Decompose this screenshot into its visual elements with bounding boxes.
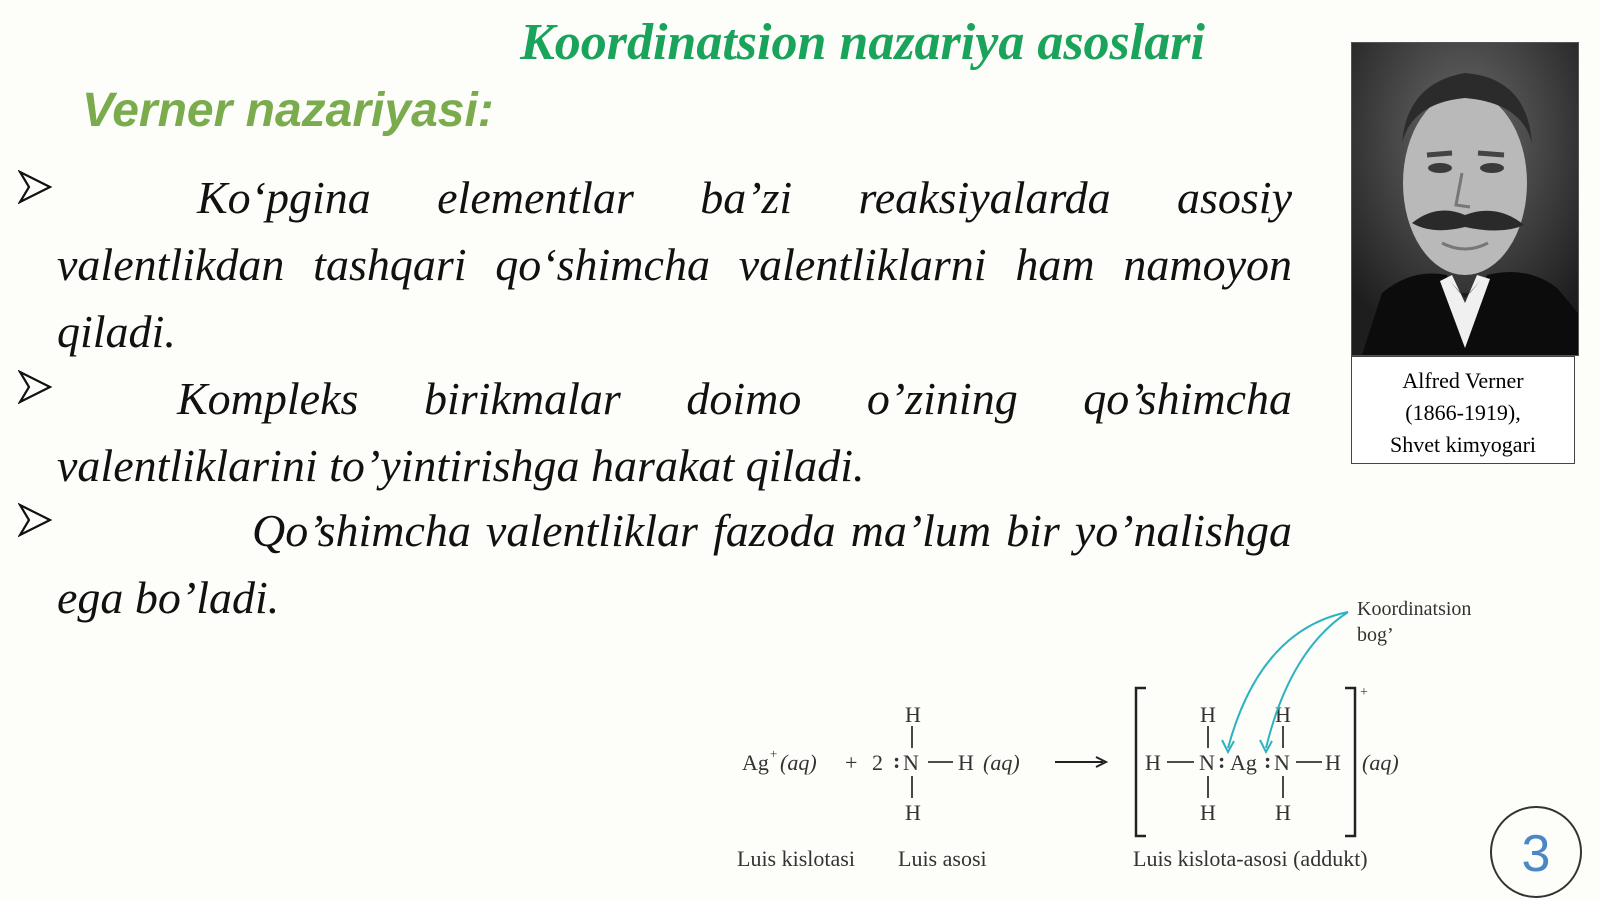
caption-name: Alfred Verner [1402,368,1524,393]
product-lone-pair-left: : [1218,748,1226,773]
bullet-text-3: Qo’shimcha valentliklar fazoda ma’lum bir yo’nalishga ega bo’ladi. [57,505,1292,623]
product-state: (aq) [1362,750,1399,775]
product-h-top-left: H [1200,702,1216,727]
plus-sign: + [845,750,858,775]
product-h-bottom-left: H [1200,800,1216,825]
reactant-ag: Ag [742,750,769,775]
annotation-arrow [1228,612,1348,748]
label-lewis-acid: Luis kislotasi [737,846,855,871]
bullet-text-2: Kompleks birikmalar doimo o’zining qo’shimcha valentliklarini to’yintirishga harakat qiladi. [57,373,1292,491]
product-h-right: H [1325,750,1341,775]
reactant-ag-charge: + [770,746,778,761]
slide-title: Koordinatsion nazariya asoslari [520,14,1205,71]
label-adduct: Luis kislota-asosi (addukt) [1133,846,1368,871]
ammonia-h-right: H [958,750,974,775]
product-lone-pair-right: : [1264,748,1272,773]
bullet-text-1: Ko‘pgina elementlar ba’zi reaksiyalarda asosiy valentlikdan tashqari qo‘shimcha valentliklarni ham namoyon qiladi. [57,172,1292,357]
ammonia-nitrogen: N [903,750,919,775]
caption-role: Shvet kimyogari [1389,432,1537,457]
product-metal: Ag [1230,750,1257,775]
product-h-left: H [1145,750,1161,775]
label-lewis-base: Luis asosi [898,846,987,871]
annotation-label-line2: bog’ [1357,624,1394,646]
ammonia-state: (aq) [983,750,1020,775]
slide-subtitle: Verner nazariyasi: [82,84,494,137]
coefficient: 2 [872,750,883,775]
caption-years: (1866-1919), [1405,400,1521,425]
product-charge: + [1360,685,1368,700]
annotation-label-line1: Koordinatsion [1357,598,1472,620]
page-number: 3 [1490,806,1582,898]
product-n-left: N [1199,750,1215,775]
ammonia-h-bottom: H [905,800,921,825]
annotation-arrow [1266,612,1348,748]
reactant-ag-state: (aq) [780,750,817,775]
ammonia-h-top: H [905,702,921,727]
product-h-top-right: H [1275,702,1291,727]
product-h-bottom-right: H [1275,800,1291,825]
right-bracket [1345,688,1355,836]
ammonia-lone-pair: : [893,748,901,773]
product-n-right: N [1274,750,1290,775]
